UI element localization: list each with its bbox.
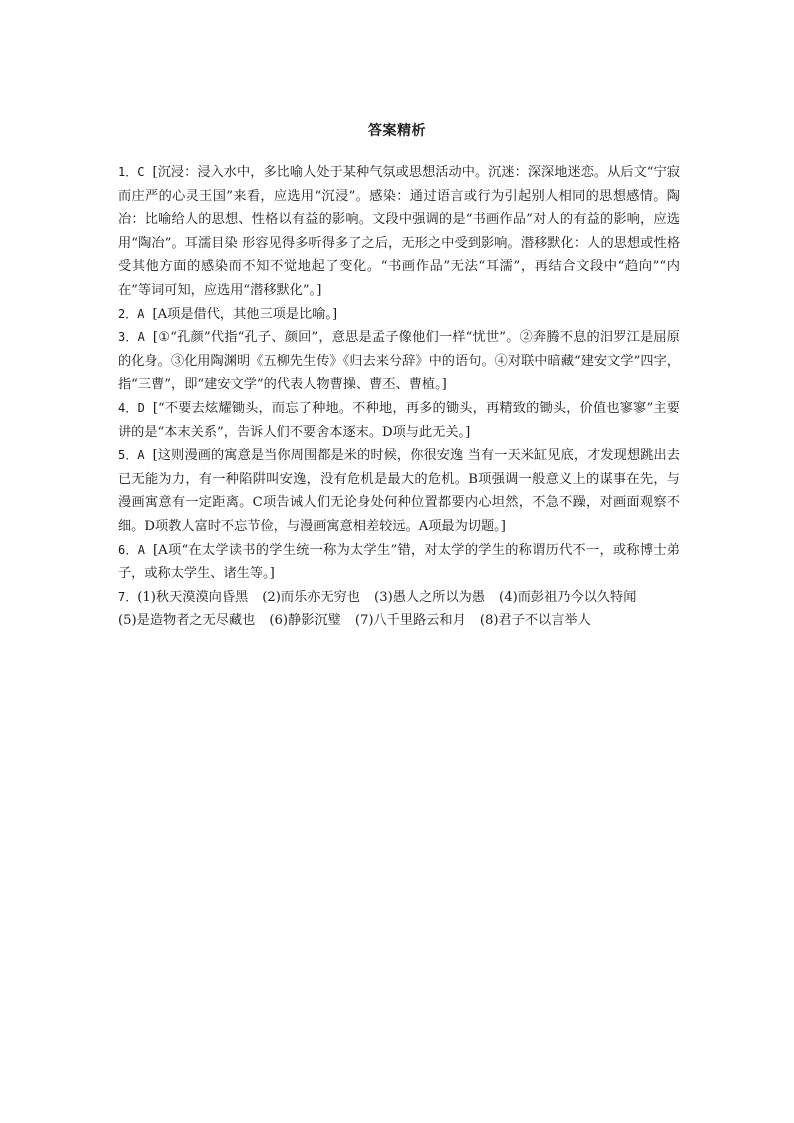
answer-item-5 [118,444,680,538]
item-answer: A [137,306,145,321]
page-title: 答案精析 [368,123,426,139]
item-explanation: [“不要去炫耀锄头，而忘了种地。不种地，再多的锄头，再精致的锄头，价值也寥寥”主要讲的是“本末关系”，告诉人们不要舍本逐末。D项与此无关。] [118,400,680,440]
answer-item-4 [118,397,680,444]
item-answer: C [137,165,145,179]
item-number: 6． [118,542,138,557]
item-answer: D [137,400,145,415]
answer-item-6 [118,539,680,586]
item-number: 7． [118,589,138,604]
answer-item-7 [118,586,680,633]
answer-item-2 [118,303,680,327]
item-answer: A [137,330,145,345]
item-explanation: [这则漫画的寓意是当你周围都是米的时候，你很安逸 当有一天米缸见底，才发现想跳出去已无能为力，有一种陷阱叫安逸，没有危机是最大的危机。B项强调一般意义上的谋事在先，与漫画寓意有一定距离。C项告诫人们无论身处何种位置都要内心坦然，不急不躁，对画面观察不细。D项教人富时不忘节俭，与漫画寓意相差较远。A项最为切题。] [118,448,680,534]
recitation-segment: (4)而彭祖乃今以久特闻 [499,589,637,605]
recitation-segment: (2)而乐亦无穷也 [262,589,361,605]
item-explanation: [A项是借代，其他三项是比喻。] [152,306,338,322]
recitation-segment: (7)八千里路云和月 [354,613,466,629]
item-explanation: [①“孔颜”代指“孔子、颜回”，意思是孟子像他们一样“忧世”。②奔腾不息的汨罗江是屈原的化身。③化用陶渊明《五柳先生传》《归去来兮辞》中的语句。④对联中暗藏“建安文学”四字，指“三曹”，即“建安文学”的代表人物曹操、曹丕、曹植。] [118,330,680,393]
item-number: 3． [118,330,138,345]
answer-item-3 [118,326,680,397]
recitation-segment: (1)秋天漠漠向昏黑 [137,589,249,605]
item-answer: A [137,542,146,557]
recitation-segment: (3)愚人之所以为愚 [374,589,486,605]
item-number: 1． [118,165,138,179]
item-number: 2． [118,306,138,321]
recitation-segment: (6)静影沉璧 [269,613,341,629]
item-explanation: [沉浸：浸入水中，多比喻人处于某种气氛或思想活动中。沉迷：深深地迷恋。从后文“宁寂而庄严的心灵王国”来看，应选用“沉浸”。感染：通过语言或行为引起别人相同的思想感情。陶冶：比喻给人的思想、性格以有益的影响。文段中强调的是“书画作品”对人的有益的影响，应选用“陶冶”。耳濡目染 形容见得多听得多了之后，无形之中受到影响。潜移默化：人的思想或性格受其他方面的感染而不知不觉地起了变化。“书画作品”无法“耳濡”，再结合文段中“趋向”“内在”等词可知，应选用“潜移默化”。] [118,165,680,298]
item-number: 4． [118,400,138,415]
item-explanation: [A项“在太学读书的学生统一称为太学生”错，对太学的学生的称谓历代不一，或称博士弟子，或称太学生、诸生等。] [118,542,680,582]
recitation-segment: (8)君子不以言举人 [479,613,591,629]
answer-list [118,161,680,633]
item-number: 5． [118,448,138,463]
item-answer: A [137,448,145,463]
recitation-segment: (5)是造物者之无尽藏也 [118,613,256,629]
answer-item-1 [118,161,680,303]
